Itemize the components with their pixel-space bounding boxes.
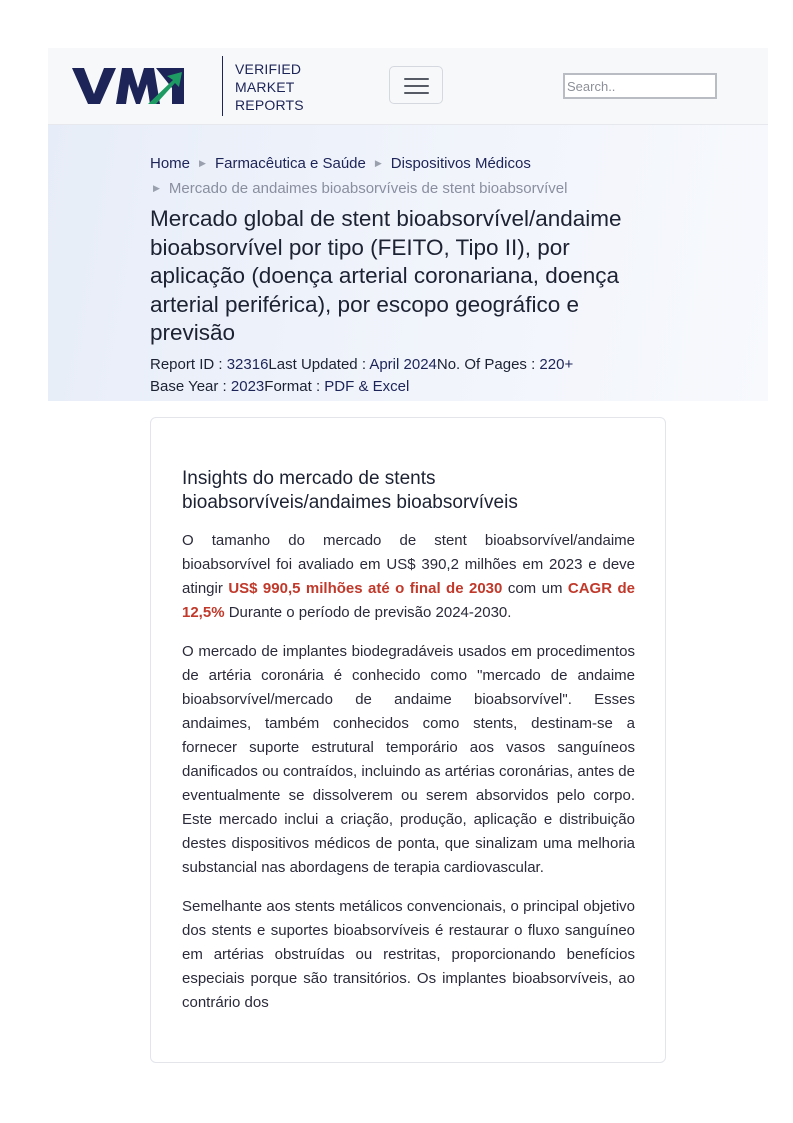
last-updated-label: Last Updated :	[268, 356, 370, 373]
page-title: Mercado global de stent bioabsorvível/andaime bioabsorvível por tipo (FEITO, Tipo II), por aplicação (doença arterial coronariana, doença arterial periférica), por escopo geográfico e previsão	[150, 206, 622, 345]
insights-body	[182, 529, 635, 1030]
insights-paragraph-2: O mercado de implantes biodegradáveis usados em procedimentos de artéria coronária é conhecido como "mercado de andaime bioabsorvível/mercado de andaime bioabsorvível". Esses andaimes, também conhecidos como stents, destinam-se a fornecer suporte estrutural temporário aos vasos sanguíneos danificados ou contraídos, incluindo as artérias coronárias, antes de eventualmente se dissolverem ou serem absorvidos pelo corpo. Este mercado inclui a criação, produção, aplicação e distribuição destes dispositivos médicos de ponta, que sinalizam uma melhoria substancial nas abordagens de terapia cardiovascular.	[182, 643, 635, 876]
format-label: Format :	[264, 378, 325, 395]
format-value: PDF & Excel	[324, 378, 410, 395]
insights-paragraph-1	[182, 529, 635, 625]
report-id-value: 32316	[226, 356, 269, 373]
report-id-label: Report ID :	[150, 356, 227, 373]
vmr-logo-mark	[72, 66, 184, 106]
chevron-right-icon: ▶	[153, 183, 160, 193]
forecast-period-text: Durante o período de previsão 2024-2030.	[224, 604, 512, 621]
logo-wordmark	[235, 60, 304, 114]
insights-paragraph-3: Semelhante aos stents metálicos convencionais, o principal objetivo dos stents e suportes bioabsorvíveis é restaurar o fluxo sanguíneo em artérias obstruídas ou restritas, proporcionando benefícios especiais porque são transitórios. Os implantes bioabsorvíveis, ao contrário dos	[182, 898, 635, 1011]
menu-toggle-button[interactable]	[389, 66, 443, 104]
insights-heading: Insights do mercado de stents bioabsorvíveis/andaimes bioabsorvíveis	[182, 468, 518, 513]
logo-word-reports: REPORTS	[235, 97, 304, 113]
logo-divider	[222, 56, 223, 116]
report-meta	[150, 354, 670, 398]
last-updated-value: April 2024	[369, 356, 437, 373]
logo-word-market: MARKET	[235, 79, 295, 95]
cagr-intro-text: com um	[502, 580, 568, 597]
hamburger-icon-bar-3	[404, 92, 429, 94]
chevron-right-icon: ▶	[199, 158, 206, 168]
hamburger-icon-bar-2	[404, 85, 429, 87]
breadcrumb-category[interactable]: Farmacêutica e Saúde	[214, 155, 366, 172]
insights-card	[150, 417, 666, 1063]
breadcrumb-current: Mercado de andaimes bioabsorvíveis de stent bioabsorvível	[168, 180, 568, 197]
cagr-highlight: CAGR de 12,5%	[182, 580, 636, 621]
search-input[interactable]	[563, 73, 717, 99]
hamburger-icon-bar-1	[404, 78, 429, 80]
breadcrumb-home[interactable]: Home	[150, 155, 191, 172]
breadcrumb	[150, 151, 620, 201]
breadcrumb-subcategory[interactable]: Dispositivos Médicos	[390, 155, 531, 172]
chevron-right-icon: ▶	[374, 158, 382, 168]
logo-word-verified: VERIFIED	[235, 61, 302, 77]
vmr-logo[interactable]	[72, 56, 304, 118]
forecast-value-highlight: US$ 990,5 milhões até o final de 2030	[228, 580, 503, 597]
page-count-label: No. Of Pages :	[436, 356, 540, 373]
base-year-value: 2023	[230, 378, 265, 395]
report-header-section	[48, 125, 768, 401]
page-count-value: 220+	[539, 356, 574, 373]
base-year-label: Base Year :	[150, 378, 231, 395]
top-navbar	[48, 48, 768, 125]
market-size-text: O tamanho do mercado de stent bioabsorvível/andaime bioabsorvível foi avaliado em US$ 390,2 milhões em 2023 e deve atingir	[182, 532, 635, 597]
